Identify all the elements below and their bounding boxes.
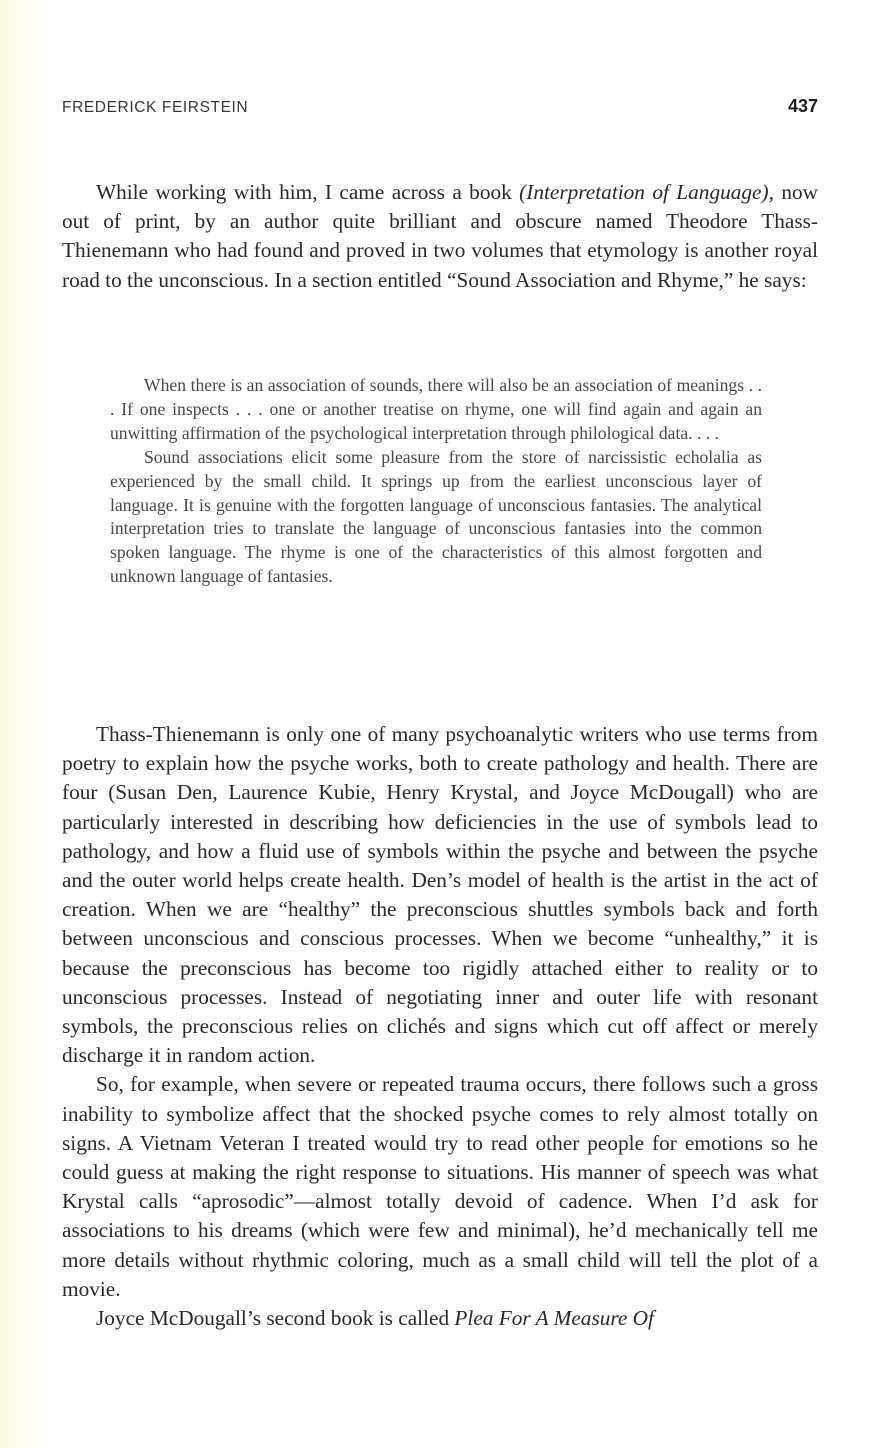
quote-paragraph: Sound associations elicit some pleasure from the store of narcissistic echolalia as experienced by the small child. It springs up from the earliest unconscious layer of language. It is genuine with the forgotten language of unconscious fantasies. The analytical interpretation tries to translate the language of unconscious fantasies into the common spoken language. The rhyme is one of the characteristics of this almost forgotten and unknown language of fantasies. xyxy=(110,446,762,587)
quote-paragraph: When there is an association of sounds, there will also be an association of meanings . . . If one inspects . . . one or another treatise on rhyme, one will find again and again an unwitting affirmation of the psychological interpretation through philological data. . . . xyxy=(110,375,762,443)
running-head: FREDERICK FEIRSTEIN xyxy=(62,99,249,116)
book-title: Plea For A Measure Of xyxy=(454,1306,654,1331)
paragraph: So, for example, when severe or repeated trauma occurs, there follows such a gross inability to symbolize affect that the shocked psyche comes to rely almost totally on signs. A Vietnam Veteran I treated would try to read other people for emotions so he could guess at making the right response to situations. His manner of speech was what Krystal calls “aprosodic”—almost totally devoid of cadence. When I’d ask for associations to his dreams (which were few and minimal), he’d mechanically tell me more details without rhythmic coloring, much as a small child will tell the plot of a movie. xyxy=(62,1072,818,1301)
book-title: (Interpretation of Language) xyxy=(519,180,769,204)
page-header xyxy=(62,96,818,117)
paragraph: Thass-Thienemann is only one of many psychoanalytic writers who use terms from poetry to explain how the psyche works, both to create pathology and health. There are four (Susan Den, Laurence Kubie, Henry Krystal, and Joyce McDougall) who are particularly interested in describing how deficiencies in the use of symbols lead to pathology, and how a fluid use of symbols within the psyche and between the psyche and the outer world helps create health. Den’s model of health is the artist in the act of creation. When we are “healthy” the preconscious shuttles symbols back and forth between unconscious and conscious processes. When we become “unhealthy,” it is because the preconscious has become too rigidly attached either to reality or to unconscious processes. Instead of negotiating inner and outer life with resonant symbols, the preconscious relies on clichés and signs which cut off affect or merely discharge it in random action. xyxy=(62,722,818,1068)
paragraph-intro xyxy=(62,178,818,295)
paragraph xyxy=(62,1304,818,1333)
block-quote xyxy=(110,374,762,589)
page-number: 437 xyxy=(787,96,818,116)
main-body xyxy=(62,720,818,1333)
text: While working with him, I came across a book xyxy=(96,180,520,204)
text: , now out of print, by an author quite brilliant and obscure named Theodore Thass-Thienemann who had found and proved in two volumes that etymology is another royal road to the unconscious. In a section entitled “Sound Association and Rhyme,” he says: xyxy=(62,180,818,292)
text: Joyce McDougall’s second book is called xyxy=(96,1306,455,1331)
